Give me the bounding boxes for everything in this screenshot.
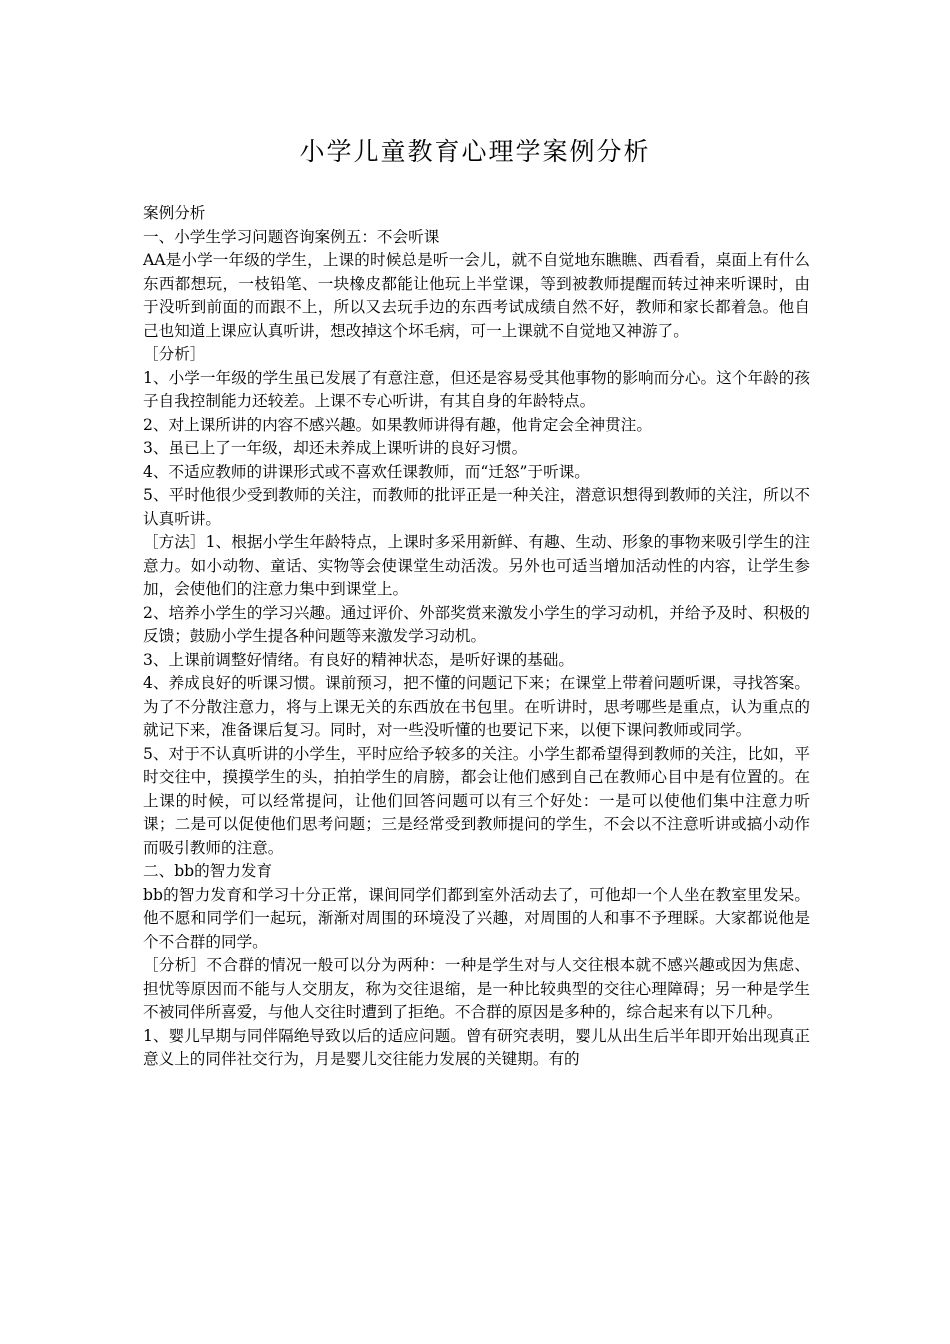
paragraph: 2、对上课所讲的内容不感兴趣。如果教师讲得有趣，他肯定会全神贯注。 xyxy=(143,415,652,434)
paragraph: ［分析］ xyxy=(143,345,206,363)
document-body xyxy=(143,202,810,1072)
paragraph: 5、对于不认真听讲的小学生，平时应给予较多的关注。小学生都希望得到教师的关注，比如，平时交往中，摸摸学生的头，拍拍学生的肩膀，都会让他们感到自己在教师心目中是有位置的。在上课的时候，可以经常提问，让他们回答问题可以有三个好处：一是可以使他们集中注意力听课；二是可以促使他们思考问题；三是经常受到教师提问的学生，不会以不注意听讲或搞小动作而吸引教师的注意。 xyxy=(143,744,810,857)
paragraph: AA是小学一年级的学生，上课的时候总是听一会儿，就不自觉地东瞧瞧、西看看，桌面上有什么东西都想玩，一枝铅笔、一块橡皮都能让他玩上半堂课，等到被教师提醒而转过神来听课时，由于没听到前面的而跟不上，所以又去玩手边的东西考试成绩自然不好，教师和家长都着急。他自己也知道上课应认真听讲，想改掉这个坏毛病，可一上课就不自觉地又神游了。 xyxy=(143,251,810,340)
paragraph: 2、培养小学生的学习兴趣。通过评价、外部奖赏来激发小学生的学习动机，并给予及时、积极的反馈；鼓励小学生提各种问题等来激发学习动机。 xyxy=(143,603,810,645)
paragraph: 案例分析 xyxy=(143,204,206,222)
paragraph: ［方法］1、根据小学生年龄特点，上课时多采用新鲜、有趣、生动、形象的事物来吸引学生的注意力。如小动物、童话、实物等会使课堂生动活泼。另外也可适当增加活动性的内容，让学生参加，会使他们的注意力集中到课堂上。 xyxy=(143,533,810,598)
paragraph: 一、小学生学习问题咨询案例五：不会听课 xyxy=(143,227,440,246)
document-title: 小学儿童教育心理学案例分析 xyxy=(299,137,651,166)
paragraph: 1、小学一年级的学生虽已发展了有意注意，但还是容易受其他事物的影响而分心。这个年龄的孩子自我控制能力还较差。上课不专心听讲，有其自身的年龄特点。 xyxy=(143,368,810,410)
paragraph: ［分析］不合群的情况一般可以分为两种：一种是学生对与人交往根本就不感兴趣或因为焦虑、担忧等原因而不能与人交朋友，称为交往退缩，是一种比较典型的交往心理障碍；另一种是学生不被同伴所喜爱，与他人交往时遭到了拒绝。不合群的原因是多种的，综合起来有以下几种。 xyxy=(143,956,810,1021)
paragraph: 4、不适应教师的讲课形式或不喜欢任课教师，而“迁怒”于听课。 xyxy=(143,462,590,481)
paragraph: 1、婴儿早期与同伴隔绝导致以后的适应问题。曾有研究表明，婴儿从出生后半年即开始出现真正意义上的同伴社交行为，月是婴儿交往能力发展的关键期。有的 xyxy=(143,1026,810,1068)
paragraph: 5、平时他很少受到教师的关注，而教师的批评正是一种关注，潜意识想得到教师的关注，所以不认真听讲。 xyxy=(143,486,810,528)
paragraph: 4、养成良好的听课习惯。课前预习，把不懂的问题记下来；在课堂上带着问题听课，寻找答案。为了不分散注意力，将与上课无关的东西放在书包里。在听讲时，思考哪些是重点，认为重点的就记下来，准备课后复习。同时，对一些没听懂的也要记下来，以便下课问教师或同学。 xyxy=(143,674,810,739)
paragraph: 3、虽已上了一年级，却还未养成上课听讲的良好习惯。 xyxy=(143,439,528,457)
paragraph: 二、bb的智力发育 xyxy=(143,862,273,880)
paragraph: 3、上课前调整好情绪。有良好的精神状态，是听好课的基础。 xyxy=(143,650,574,669)
paragraph: bb的智力发育和学习十分正常，课间同学们都到室外活动去了，可他却一个人坐在教室里发呆。他不愿和同学们一起玩，渐渐对周围的环境没了兴趣，对周围的人和事不予理睬。大家都说他是个不合群的同学。 xyxy=(143,885,810,951)
